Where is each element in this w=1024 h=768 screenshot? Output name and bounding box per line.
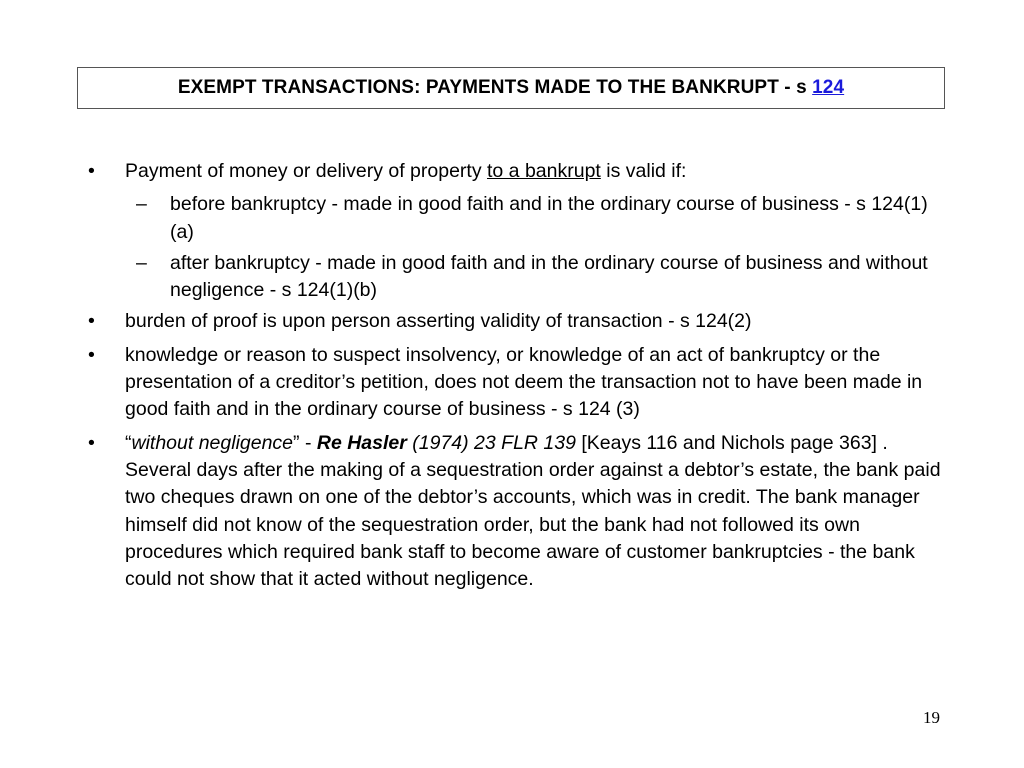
slide-body — [88, 158, 948, 599]
close-quote: ” - — [293, 431, 317, 454]
sub-bullet-marker: – — [136, 251, 147, 274]
bullet-underlined-phrase: to a bankrupt — [487, 160, 601, 182]
sub-bullet-after-bankruptcy — [88, 250, 948, 305]
bullet-marker: • — [88, 343, 95, 366]
sub-bullet-before-bankruptcy — [88, 191, 948, 246]
slide-title — [178, 77, 844, 99]
bullet-text-before: Payment of money or delivery of property — [125, 160, 487, 182]
quoted-phrase: without negligence — [131, 431, 294, 454]
bullet-knowledge-insolvency — [88, 342, 948, 424]
bullet-payment-valid — [88, 158, 948, 185]
bullet-text: knowledge or reason to suspect insolvency, or knowledge of an act of bankruptcy or the presentation of a creditor’s petition, does not deem the transaction not to have been made in good faith and in the ordinary course of business - s 124 (3) — [125, 343, 923, 421]
sub-bullet-text: after bankruptcy - made in good faith and in the ordinary course of business and without negligence - s 124(1)(b) — [170, 251, 928, 302]
case-citation: (1974) 23 FLR 139 — [406, 431, 576, 454]
open-quote: “ — [125, 431, 132, 454]
bullet-text-after: is valid if: — [600, 160, 687, 182]
page-number: 19 — [923, 708, 940, 727]
bullet-text: burden of proof is upon person asserting validity of transaction - s 124(2) — [125, 310, 752, 333]
bullet-re-hasler-case — [88, 430, 948, 594]
case-summary: [Keays 116 and Nichols page 363] . Several days after the making of a sequestration order against a debtor’s estate, the bank paid two cheques drawn on one of the debtor’s accounts, which was in credit. The bank manager himself did not know of the sequestration order, but the bank had not followed its own procedures which required bank staff to become aware of customer bankruptcies - the bank could not show that it acted without negligence. — [125, 431, 941, 591]
case-name: Re Hasler — [316, 431, 407, 454]
slide-title-box — [77, 67, 945, 109]
bullet-marker: • — [88, 431, 95, 454]
bullet-burden-of-proof — [88, 308, 948, 335]
slide-title-text: EXEMPT TRANSACTIONS: PAYMENTS MADE TO THE BANKRUPT - s — [177, 77, 813, 98]
bullet-marker: • — [88, 160, 95, 182]
sub-bullet-text: before bankruptcy - made in good faith and in the ordinary course of business - s 124(1)(a) — [170, 193, 928, 243]
bullet-marker: • — [88, 310, 95, 333]
sub-bullet-marker: – — [136, 193, 147, 216]
section-124-link[interactable]: 124 — [812, 77, 845, 98]
